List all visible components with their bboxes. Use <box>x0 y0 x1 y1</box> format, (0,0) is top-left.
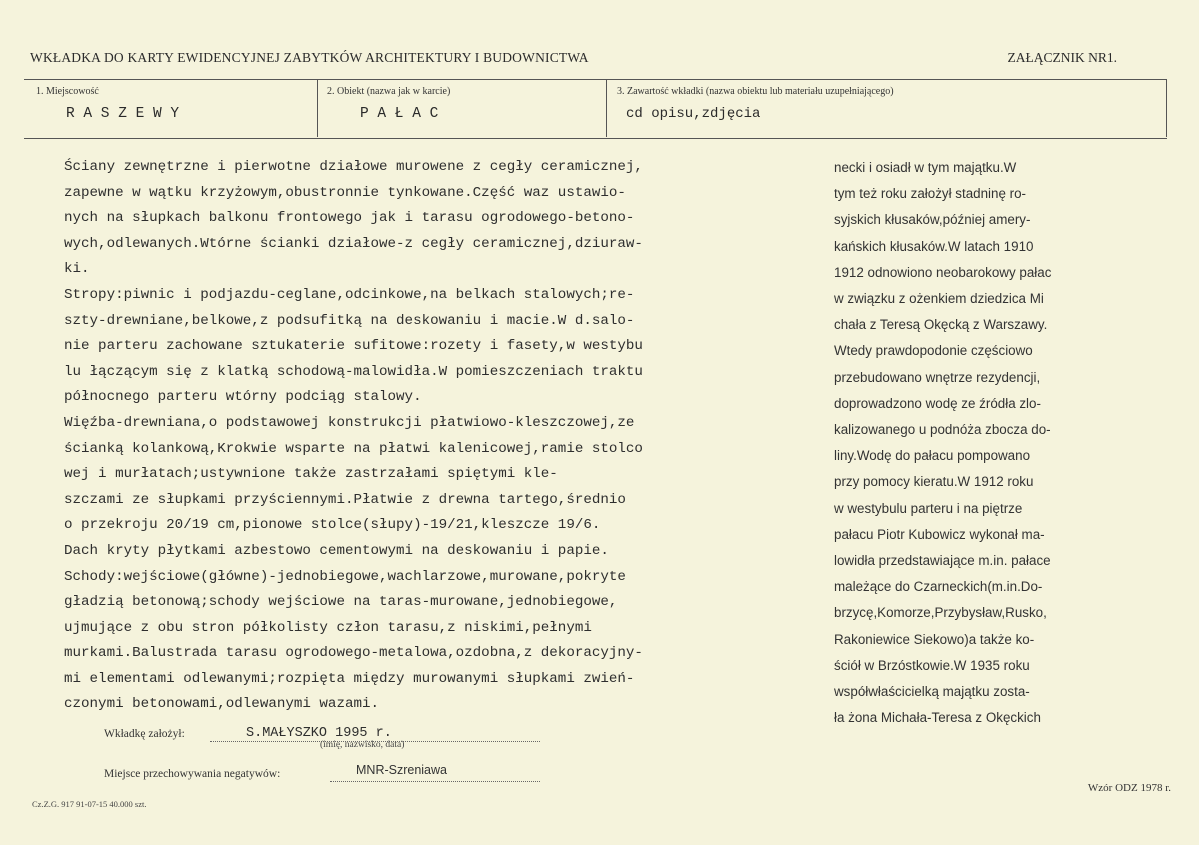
text-line: brzycę,Komorze,Przybysław,Rusko, <box>834 605 1047 621</box>
content-value: cd opisu,zdjęcia <box>626 106 761 122</box>
content-label: 3. Zawartość wkładki (nazwa obiektu lub materiału uzupełniającego) <box>617 86 894 97</box>
text-line: necki i osiadł w tym majątku.W <box>834 160 1017 175</box>
text-line: lowidła przedstawiające m.in. pałace <box>834 553 1051 569</box>
field-divider <box>1166 79 1167 137</box>
text-line: pałacu Piotr Kubowicz wykonał ma- <box>834 526 1045 542</box>
text-line: syjskich kłusaków,później amery- <box>834 212 1031 228</box>
text-line: doprowadzono wodę ze źródła zlo- <box>834 395 1041 411</box>
text-line: gładzią betonową;schody wejściowe na taras-murowane,jednobiegowe, <box>64 594 618 611</box>
text-line: współwłaścicielką majątku zosta- <box>834 684 1030 700</box>
field-divider <box>606 79 607 137</box>
text-line: szty-drewniane,belkowe,z podsufitką na deskowaniu i macie.W d.salo- <box>64 312 635 329</box>
text-line: kalizowanego u podnóża zbocza do- <box>834 422 1051 438</box>
text-line: tym też roku założył stadninę ro- <box>834 186 1027 202</box>
negatives-value: MNR-Szreniawa <box>356 763 447 777</box>
text-line: czonymi betonowami,odlewanymi wazami. <box>64 696 380 713</box>
field-divider <box>317 79 318 137</box>
object-label: 2. Obiekt (nazwa jak w karcie) <box>327 86 451 97</box>
negatives-line <box>330 781 540 782</box>
author-label: Wkładkę założył: <box>104 728 185 740</box>
text-line: liny.Wodę do pałacu pompowano <box>834 448 1031 464</box>
text-line: o przekroju 20/19 cm,pionowe stolce(słupy)-19/21,kleszcze 19/6. <box>64 517 601 534</box>
text-line: Schody:wejściowe(główne)-jednobiegowe,wachlarzowe,murowane,pokryte <box>64 568 626 585</box>
text-line: murkami.Balustrada tarasu ogrodowego-metalowa,ozdobna,z dekoracyjny- <box>64 645 643 662</box>
text-line: ściół w Brzóstkowie.W 1935 roku <box>834 657 1030 673</box>
text-line: ścianką kolankową,Krokwie wsparte na płatwi kalenicowej,ramie stolco <box>64 440 643 457</box>
text-line: mi elementami odlewanymi;rozpięta między murowanymi słupkami zwień- <box>64 670 635 687</box>
print-code: Cz.Z.G. 917 91-07-15 40.000 szt. <box>32 799 147 809</box>
text-line: lu łączącym się z klatką schodową-malowidła.W pomieszczeniach traktu <box>64 363 643 380</box>
author-hint: (imię, nazwisko, data) <box>320 740 405 750</box>
text-line: szczami ze słupkami przyściennymi.Płatwie z drewna tartego,średnio <box>64 491 626 508</box>
text-line: przebudowano wnętrze rezydencji, <box>834 369 1041 385</box>
text-line: w związku z ożenkiem dziedzica Mi <box>834 291 1044 307</box>
text-line: wych,odlewanych.Wtórne ścianki działowe-z cegły ceramicznej,dziuraw- <box>64 235 643 252</box>
text-line: 1912 odnowiono neobarokowy pałac <box>834 264 1052 280</box>
text-line: północnego parteru wtórny podciąg stalowy. <box>64 389 422 406</box>
locality-value: R A S Z E W Y <box>66 106 180 122</box>
form-title: WKŁADKA DO KARTY EWIDENCYJNEJ ZABYTKÓW ARCHITEKTURY I BUDOWNICTWA <box>30 50 589 65</box>
text-line: nych na słupkach balkonu frontowego jak i tarasu ogrodowego-betono- <box>64 210 635 227</box>
text-line: w westybulu parteru i na piętrze <box>834 500 1023 516</box>
text-line: mależące do Czarneckich(m.in.Do- <box>834 579 1043 595</box>
fields-row <box>24 79 1167 139</box>
object-value: P A Ł A C <box>360 106 439 122</box>
text-line: Rakoniewice Siekowo)a także ko- <box>834 631 1035 647</box>
text-line: kańskich kłusaków.W latach 1910 <box>834 238 1034 254</box>
locality-label: 1. Miejscowość <box>36 86 99 97</box>
text-line: chała z Teresą Okęcką z Warszawy. <box>834 317 1048 333</box>
text-line: Wtedy prawdopodonie częściowo <box>834 343 1033 359</box>
text-line: ujmujące z obu stron półkolisty człon tarasu,z niskimi,pełnymi <box>64 619 592 636</box>
author-value: S.MAŁYSZKO 1995 r. <box>246 726 392 741</box>
text-line: Ściany zewnętrzne i pierwotne działowe murowene z cegły ceramicznej, <box>64 159 643 175</box>
text-line: Dach kryty płytkami azbestowo cementowymi na deskowaniu i papie. <box>64 542 609 559</box>
text-line: ła żona Michała-Teresa z Okęckich <box>834 710 1041 726</box>
text-line: Więźba-drewniana,o podstawowej konstrukcji płatwiowo-kleszczowej,ze <box>64 414 635 431</box>
text-line: wej i murłatach;ustywnione także zastrzałami spiętymi kle- <box>64 466 558 483</box>
negatives-label: Miejsce przechowywania negatywów: <box>104 768 281 780</box>
text-line: ki. <box>64 261 90 278</box>
annex-number: ZAŁĄCZNIK NR1. <box>1007 50 1117 65</box>
description-left <box>64 155 814 718</box>
text-line: zapewne w wątku krzyżowym,obustronnie tynkowane.Część waz ustawio- <box>64 184 626 201</box>
text-line: nie parteru zachowane sztukaterie sufitowe:rozety i fasety,w westybu <box>64 338 643 355</box>
text-line: przy pomocy kieratu.W 1912 roku <box>834 474 1034 490</box>
text-line: Stropy:piwnic i podjazdu-ceglane,odcinkowe,na belkach stalowych;re- <box>64 286 635 303</box>
template-label: Wzór ODZ 1978 r. <box>1087 782 1171 794</box>
description-right <box>834 155 1134 731</box>
